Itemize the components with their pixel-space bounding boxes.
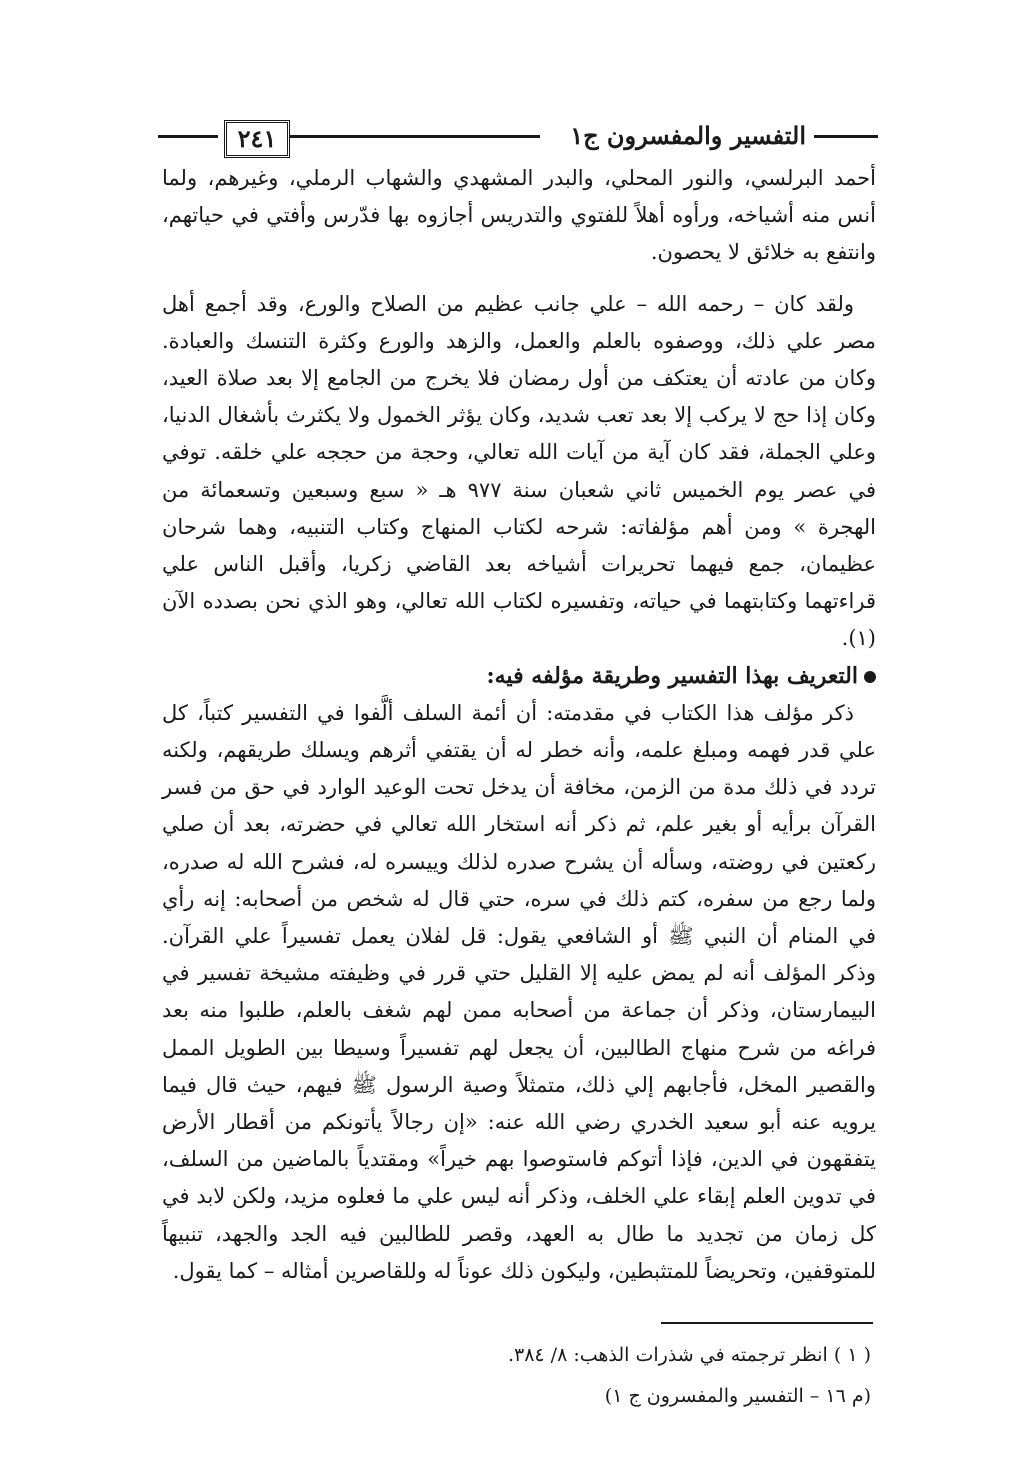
header-rule-left	[158, 135, 218, 138]
section-heading-text: التعريف بهذا التفسير وطريقة مؤلفه فيه:	[486, 662, 858, 689]
section-paragraph: ذكر مؤلف هذا الكتاب في مقدمته: أن أئمة السلف ألَّفوا في التفسير كتباً، كل علي قدر فهمه ومبلغ علمه، وأنه خطر له أن يقتفي أثرهم ويسلك طريقهم، ولكنه تردد في ذلك مدة من الزمن، مخافة أن يدخل تحت الوعيد الوارد في حق من فسر القرآن برأيه أو بغير علم، ثم ذكر أنه استخار الله تعالي في حضرته، بعد أن صلي ركعتين في روضته، وسأله أن يشرح صدره لذلك وييسره له، فشرح الله له صدره، ولما رجع من سفره، كتم ذلك في سره، حتي قال له شخص من أصحابه: إنه رأي في المنام أن النبي ﷺ أو الشافعي يقول: قل لفلان يعمل تفسيراً علي القرآن. وذكر المؤلف أنه لم يمض عليه إلا القليل حتي قرر في وظيفته مشيخة تفسير في البيمارستان، وذكر أن جماعة من أصحابه ممن لهم شغف بالعلم، طلبوا منه بعد فراغه من شرح منهاج الطالبين، أن يجعل لهم تفسيراً وسيطا بين الطويل الممل والقصير المخل، فأجابهم إلي ذلك، متمثلاً وصية الرسول ﷺ فيهم، حيث قال فيما يرويه عنه أبو سعيد الخدري رضي الله عنه: «إن رجالاً يأتونكم من أقطار الأرض يتفقهون في الدين، فإذا أتوكم فاستوصوا بهم خيراً» ومقتدياً بالماضين من السلف، في تدوين العلم إبقاء علي الخلف، وذكر أنه ليس علي ما فعلوه مزيد، ولكن لابد في كل زمان من تجديد ما طال به العهد، وقصر للطالبين فيه الجد والجهد، تنبيهاً للمتوقفين، وتحريضاً للمتثبطين، وليكون ذلك عوناً له وللقاصرين أمثاله – كما يقول.	[162, 700, 876, 1283]
body-text	[162, 160, 876, 1290]
header-rule-middle	[290, 135, 540, 138]
running-title: التفسير والمفسرون ج١	[570, 121, 806, 150]
bullet-icon	[864, 671, 876, 683]
paragraph-1: أحمد البرلسي، والنور المحلي، والبدر المشهدي والشهاب الرملي، وغيرهم، ولما أنس منه أشياخه، ورأوه أهلاً للفتوي والتدريس أجازوه بها فدّرس وأفتي في حياتهم، وانتفع به خلائق لا يحصون.	[162, 166, 876, 265]
header-rule-right	[814, 135, 878, 138]
printer-signature: (م ١٦ – التفسير والمفسرون ج ١)	[604, 1385, 871, 1407]
footnote-divider	[661, 1322, 873, 1324]
section-heading	[162, 658, 876, 695]
page-number: ٢٤١	[224, 120, 290, 158]
page-header	[158, 118, 878, 158]
footnote: ( ١ ) انظر ترجمته في شذرات الذهب: ٨/ ٣٨٤.	[507, 1344, 871, 1366]
paragraph-2: ولقد كان – رحمه الله – علي جانب عظيم من الصلاح والورع، وقد أجمع أهل مصر علي ذلك، ووصفوه بالعلم والعمل، والزهد والورع وكثرة التنسك والعبادة. وكان من عادته أن يعتكف من أول رمضان فلا يخرج من الجامع إلا بعد صلاة العيد، وكان إذا حج لا يركب إلا بعد تعب شديد، وكان يؤثر الخمول ولا يكثرث بأشغال الدنيا، وعلي الجملة، فقد كان آية من آيات الله تعالي، وحجة من حججه علي خلقه. توفي في عصر يوم الخميس ثاني شعبان سنة ٩٧٧ هـ « سبع وسبعين وتسعمائة من الهجرة » ومن أهم مؤلفاته: شرحه لكتاب المنهاج وكتاب التنبيه، وهما شرحان عظيمان، جمع فيهما تحريرات أشياخه بعد القاضي زكريا، وأقبل الناس علي قراءتهما وكتابتهما في حياته، وتفسيره لكتاب الله تعالي، وهو الذي نحن بصدده الآن (١).	[162, 291, 876, 651]
